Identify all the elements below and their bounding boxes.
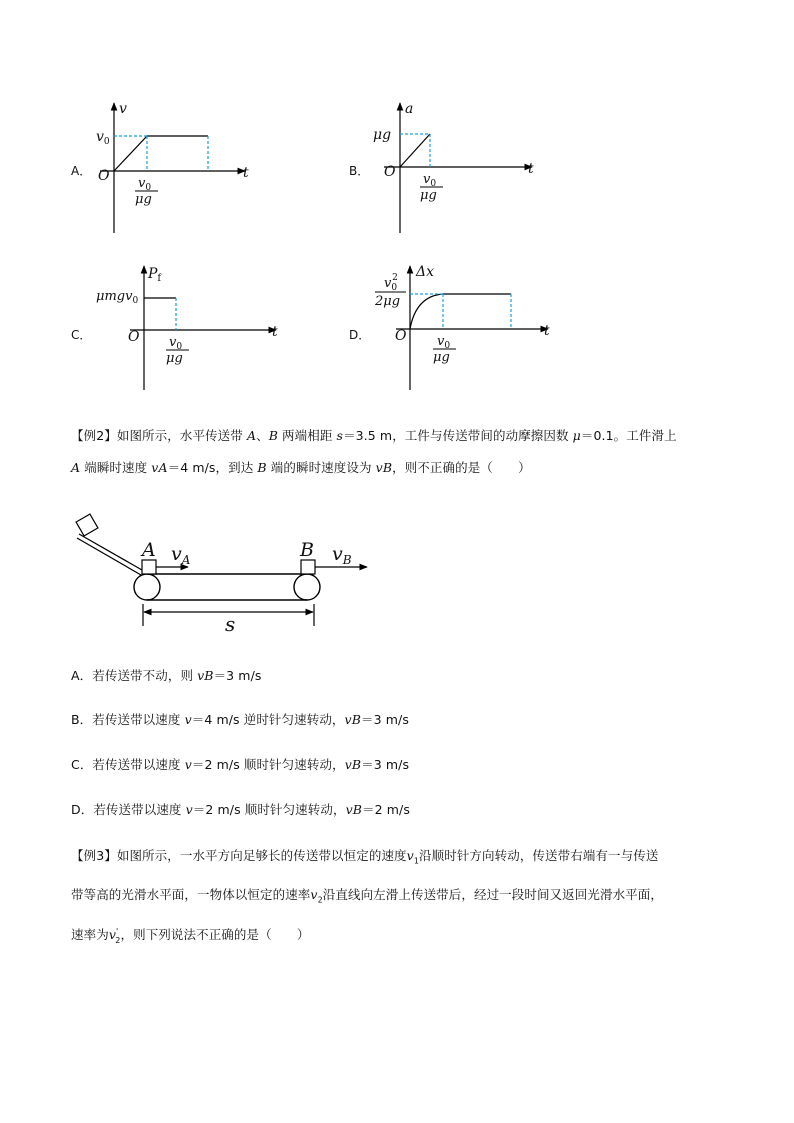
x-axis-label: t <box>528 161 534 177</box>
velocity-curve <box>114 136 208 171</box>
block-at-a <box>142 560 156 574</box>
option2-a: A．若传送带不动，则 vB＝3 m/s <box>71 668 262 683</box>
incline-line-2 <box>79 534 142 570</box>
x-axis-label: t <box>243 165 249 181</box>
falling-block <box>76 514 98 536</box>
option2-d: D．若传送带以速度 v＝2 m/s 顺时针匀速转动，vB＝2 m/s <box>71 802 410 817</box>
example2-line2: A 端瞬时速度 vA＝4 m/s，到达 B 端的瞬时速度设为 vB，则不正确的是（ ） <box>71 460 531 475</box>
origin-label: O <box>128 329 140 345</box>
x-tick-numerator: $v_0$ <box>138 176 152 193</box>
y-axis-label: $P_f$ <box>148 266 162 284</box>
origin-label: O <box>98 168 110 184</box>
x-tick-numerator: $v_0$ <box>423 172 437 189</box>
y-tick-label: μmgv$_0$ <box>96 289 139 306</box>
x-tick-numerator: $v_0$ <box>437 334 451 351</box>
option-c-label: C． <box>71 328 92 342</box>
example3-line2: 带等高的光滑水平面，一物体以恒定的速率$v_2$沿直线向左滑上传送带后，经过一段时间又返回光滑水平面， <box>71 887 663 905</box>
option-a-label: A． <box>71 164 92 178</box>
option-d-label: D． <box>349 328 371 342</box>
x-tick-denominator: μg <box>135 192 152 207</box>
option-b-label: B． <box>349 164 370 178</box>
graph-c <box>90 262 290 397</box>
x-tick-denominator: μg <box>433 350 450 365</box>
block-at-b <box>301 560 315 574</box>
y-axis-label: a <box>405 101 414 117</box>
origin-label: O <box>384 164 396 180</box>
y-axis-label: v <box>119 101 127 117</box>
point-a-label: A <box>142 539 156 561</box>
y-tick-label: $v_0$ <box>96 129 110 147</box>
velocity-b-label: $v_B$ <box>332 543 352 567</box>
y-tick-numerator: $v_02$ <box>384 273 398 293</box>
left-roller <box>134 574 160 600</box>
x-tick-denominator: μg <box>166 351 183 366</box>
acceleration-curve <box>400 134 430 167</box>
y-axis-label: Δx <box>416 264 435 280</box>
right-roller <box>294 574 320 600</box>
x-tick-numerator: $v_0$ <box>169 335 183 352</box>
graph-a <box>90 95 260 240</box>
x-axis-label: t <box>544 323 550 339</box>
example3-line1: 【例3】如图所示，一水平方向足够长的传送带以恒定的速度$v_1$沿顺时针方向转动，传送带右端有一与传送 <box>71 848 659 866</box>
incline-line-1 <box>77 538 141 575</box>
y-tick-denominator: 2μg <box>375 294 401 309</box>
graph-b <box>370 97 540 242</box>
y-tick-label: μg <box>373 127 392 143</box>
span-label: s <box>225 612 236 636</box>
example2-line1: 【例2】如图所示，水平传送带 A、B 两端相距 s＝3.5 m，工件与传送带间的动摩擦因数 μ＝0.1。工件滑上 <box>71 428 677 443</box>
conveyor-belt-figure <box>70 510 390 640</box>
graph-d <box>368 262 558 397</box>
velocity-a-label: $v_A$ <box>171 543 191 567</box>
origin-label: O <box>395 328 407 344</box>
option2-b: B．若传送带以速度 v＝4 m/s 逆时针匀速转动，vB＝3 m/s <box>71 712 409 727</box>
example3-line3: 速率为$v'_2$，则下列说法不正确的是（ ） <box>71 926 310 945</box>
displacement-curve <box>410 294 511 329</box>
x-axis-label: t <box>272 324 278 340</box>
point-b-label: B <box>300 539 314 561</box>
option2-c: C．若传送带以速度 v＝2 m/s 顺时针匀速转动，vB＝3 m/s <box>71 757 410 772</box>
x-tick-denominator: μg <box>420 188 437 203</box>
